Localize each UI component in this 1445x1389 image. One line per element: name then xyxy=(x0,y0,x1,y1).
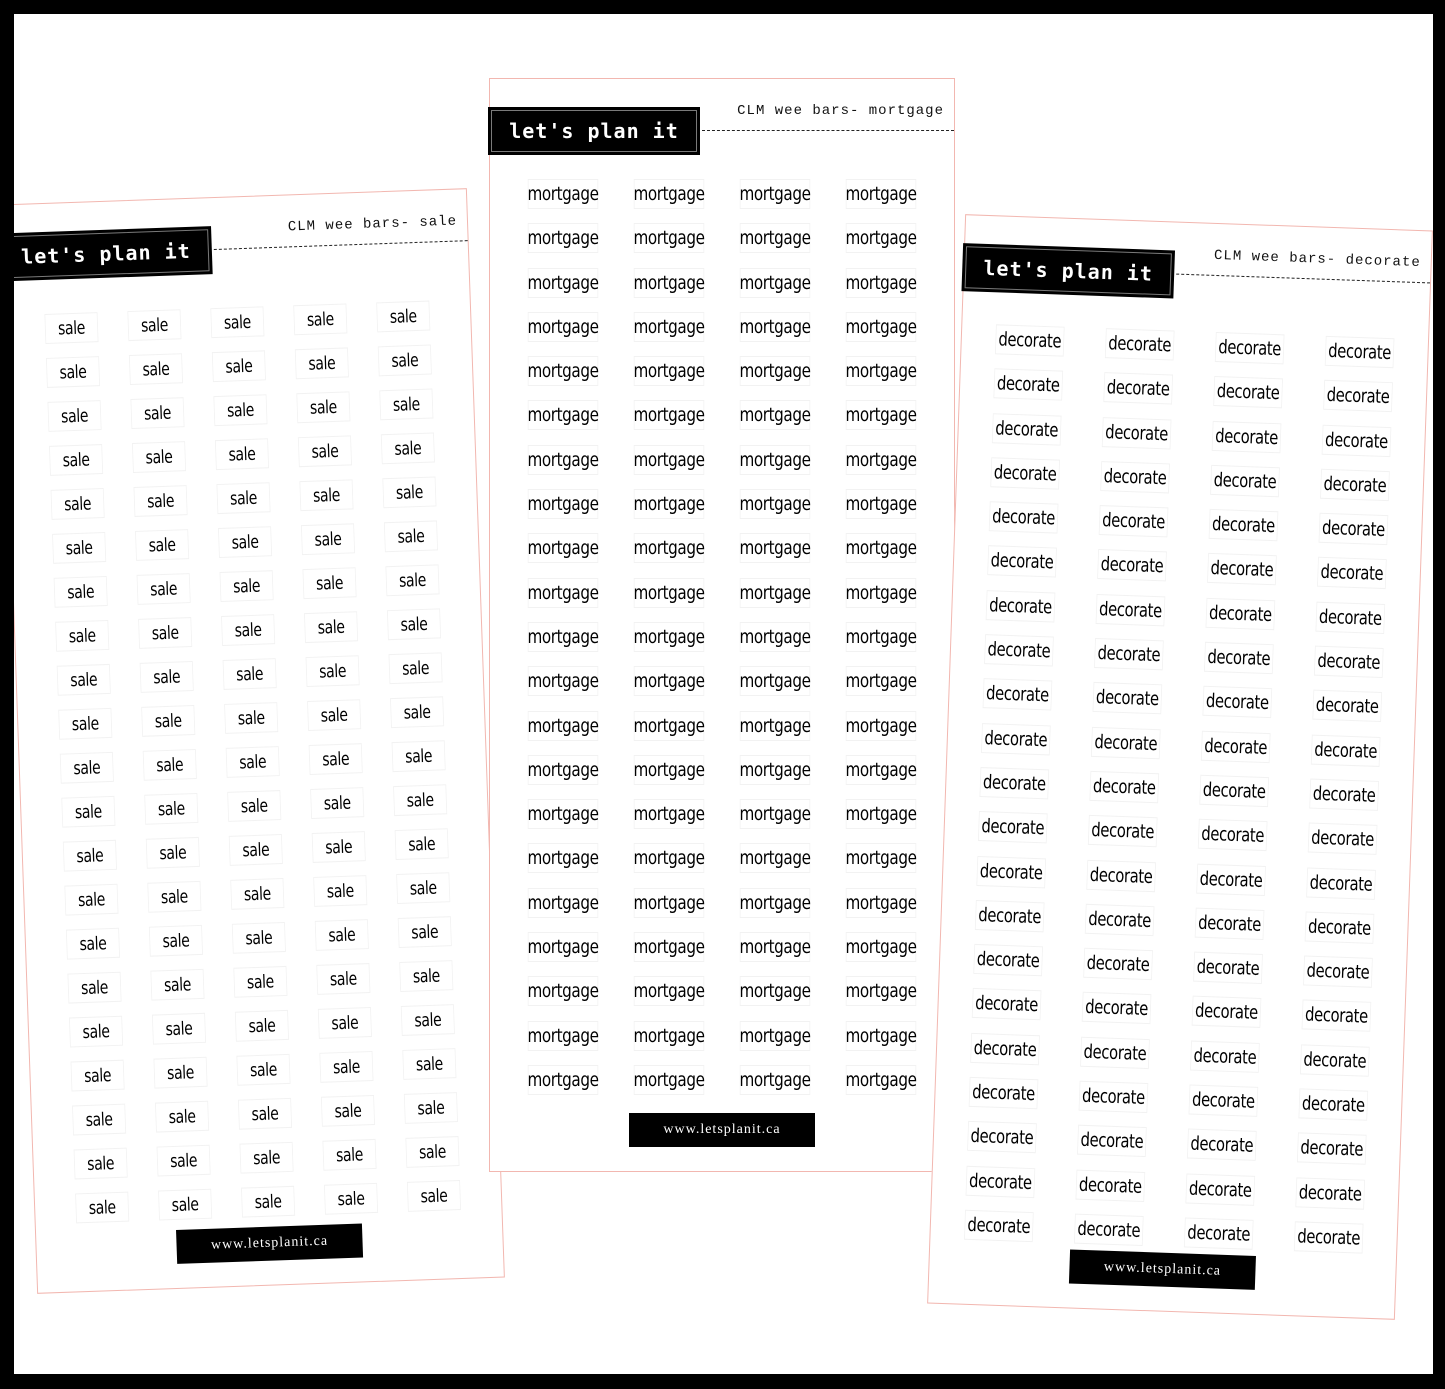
word-sticker: sale xyxy=(129,353,183,385)
brand-label-text: let's plan it xyxy=(491,110,697,152)
word-sticker: decorate xyxy=(1080,1036,1150,1068)
word-sticker: decorate xyxy=(986,590,1056,622)
word-sticker: sale xyxy=(61,796,115,828)
word-sticker: sale xyxy=(405,1136,459,1168)
word-sticker: decorate xyxy=(1091,727,1161,759)
word-sticker: sale xyxy=(144,793,198,825)
word-sticker: decorate xyxy=(1076,1169,1146,1201)
word-sticker: sale xyxy=(155,1101,209,1133)
word-sticker: mortgage xyxy=(528,976,598,1006)
word-sticker: mortgage xyxy=(846,711,916,741)
word-sticker: sale xyxy=(220,570,274,602)
word-sticker: mortgage xyxy=(846,223,916,253)
word-sticker: sale xyxy=(303,567,357,599)
word-sticker: sale xyxy=(224,702,278,734)
word-sticker: decorate xyxy=(1294,1221,1364,1253)
word-sticker: mortgage xyxy=(634,268,704,298)
word-sticker: sale xyxy=(152,1013,206,1045)
word-sticker: sale xyxy=(309,743,363,775)
word-sticker: mortgage xyxy=(634,622,704,652)
word-sticker: decorate xyxy=(1192,996,1262,1028)
word-sticker: sale xyxy=(321,1095,375,1127)
word-sticker: mortgage xyxy=(528,799,598,829)
word-sticker: decorate xyxy=(993,369,1063,401)
word-sticker: mortgage xyxy=(846,489,916,519)
word-sticker: sale xyxy=(141,705,195,737)
word-sticker: mortgage xyxy=(528,445,598,475)
word-sticker: mortgage xyxy=(740,312,810,342)
word-sticker: sale xyxy=(236,1054,290,1086)
word-sticker: sale xyxy=(379,388,433,420)
word-sticker: sale xyxy=(149,925,203,957)
word-sticker: mortgage xyxy=(846,843,916,873)
product-canvas xyxy=(14,14,1433,1374)
word-sticker: sale xyxy=(399,960,453,992)
word-sticker: decorate xyxy=(1295,1177,1365,1209)
word-sticker: sale xyxy=(134,485,188,517)
word-sticker: sale xyxy=(376,301,430,333)
word-sticker: mortgage xyxy=(528,489,598,519)
word-sticker: sale xyxy=(315,919,369,951)
word-sticker: sale xyxy=(312,831,366,863)
word-sticker: decorate xyxy=(1189,1085,1259,1117)
word-sticker: decorate xyxy=(1303,956,1373,988)
word-sticker: mortgage xyxy=(634,400,704,430)
brand-label xyxy=(961,243,1175,298)
brand-label-text: let's plan it xyxy=(14,229,210,278)
word-sticker: sale xyxy=(72,1104,126,1136)
dashed-divider xyxy=(214,240,468,250)
word-sticker: decorate xyxy=(1298,1088,1368,1120)
word-sticker: mortgage xyxy=(846,1021,916,1051)
word-sticker: sale xyxy=(384,520,438,552)
sheet-title: CLM wee bars- mortgage xyxy=(737,103,944,119)
word-sticker: mortgage xyxy=(740,932,810,962)
word-sticker: decorate xyxy=(1325,336,1395,368)
word-sticker: sale xyxy=(218,526,272,558)
word-sticker: mortgage xyxy=(528,578,598,608)
word-sticker: decorate xyxy=(1305,911,1375,943)
word-sticker: mortgage xyxy=(634,755,704,785)
word-sticker: decorate xyxy=(980,767,1050,799)
word-sticker: mortgage xyxy=(740,1065,810,1095)
word-sticker: decorate xyxy=(1088,815,1158,847)
word-sticker: decorate xyxy=(1086,859,1156,891)
word-sticker: sale xyxy=(135,529,189,561)
website-footer: www.letsplanit.ca xyxy=(629,1113,815,1147)
word-sticker: decorate xyxy=(972,988,1042,1020)
word-sticker: mortgage xyxy=(528,533,598,563)
word-sticker: decorate xyxy=(1089,771,1159,803)
word-sticker: sale xyxy=(215,438,269,470)
word-sticker: sale xyxy=(307,699,361,731)
word-sticker: decorate xyxy=(1312,690,1382,722)
word-sticker: mortgage xyxy=(846,533,916,563)
word-sticker: decorate xyxy=(1210,465,1280,497)
word-sticker: sale xyxy=(52,532,106,564)
word-sticker: sale xyxy=(140,661,194,693)
word-sticker: mortgage xyxy=(528,711,598,741)
word-sticker: sale xyxy=(229,834,283,866)
word-sticker: mortgage xyxy=(740,799,810,829)
word-sticker: sale xyxy=(240,1142,294,1174)
word-sticker: decorate xyxy=(1309,779,1379,811)
word-sticker: decorate xyxy=(1199,775,1269,807)
word-sticker: decorate xyxy=(1300,1044,1370,1076)
word-sticker: decorate xyxy=(1297,1133,1367,1165)
word-sticker: mortgage xyxy=(740,489,810,519)
word-sticker: sale xyxy=(51,488,105,520)
sticker-grid xyxy=(490,179,954,1095)
word-sticker: decorate xyxy=(1079,1081,1149,1113)
word-sticker: sale xyxy=(310,787,364,819)
word-sticker: mortgage xyxy=(528,356,598,386)
word-sticker: sale xyxy=(67,972,121,1004)
word-sticker: mortgage xyxy=(528,1065,598,1095)
sticker-grid xyxy=(930,323,1428,1255)
word-sticker: decorate xyxy=(1204,642,1274,674)
word-sticker: mortgage xyxy=(634,179,704,209)
word-sticker: sale xyxy=(393,784,447,816)
word-sticker: decorate xyxy=(1105,328,1175,360)
word-sticker: mortgage xyxy=(528,666,598,696)
word-sticker: sale xyxy=(69,1016,123,1048)
word-sticker: sale xyxy=(210,306,264,338)
word-sticker: sale xyxy=(216,482,270,514)
word-sticker: sale xyxy=(238,1098,292,1130)
word-sticker: mortgage xyxy=(528,843,598,873)
word-sticker: decorate xyxy=(995,324,1065,356)
word-sticker: mortgage xyxy=(740,223,810,253)
word-sticker: sale xyxy=(223,658,277,690)
word-sticker: sale xyxy=(57,664,111,696)
word-sticker: mortgage xyxy=(846,622,916,652)
word-sticker: decorate xyxy=(1320,469,1390,501)
word-sticker: sale xyxy=(306,655,360,687)
word-sticker: sale xyxy=(227,790,281,822)
word-sticker: mortgage xyxy=(634,888,704,918)
word-sticker: sale xyxy=(138,617,192,649)
word-sticker: sale xyxy=(60,752,114,784)
word-sticker: decorate xyxy=(1094,638,1164,670)
word-sticker: mortgage xyxy=(634,223,704,253)
word-sticker: decorate xyxy=(1311,734,1381,766)
word-sticker: decorate xyxy=(987,546,1057,578)
brand-label xyxy=(14,226,213,281)
word-sticker: mortgage xyxy=(634,1065,704,1095)
word-sticker: sale xyxy=(318,1007,372,1039)
word-sticker: mortgage xyxy=(634,932,704,962)
word-sticker: decorate xyxy=(1083,948,1153,980)
word-sticker: sale xyxy=(402,1048,456,1080)
word-sticker: sale xyxy=(319,1051,373,1083)
word-sticker: decorate xyxy=(1100,461,1170,493)
word-sticker: mortgage xyxy=(634,799,704,829)
word-sticker: mortgage xyxy=(634,711,704,741)
word-sticker: sale xyxy=(398,916,452,948)
word-sticker: decorate xyxy=(1215,332,1285,364)
word-sticker: mortgage xyxy=(846,179,916,209)
word-sticker: sale xyxy=(46,356,100,388)
word-sticker: mortgage xyxy=(634,356,704,386)
word-sticker: sale xyxy=(316,963,370,995)
word-sticker: mortgage xyxy=(846,400,916,430)
word-sticker: sale xyxy=(49,444,103,476)
word-sticker: decorate xyxy=(1302,1000,1372,1032)
word-sticker: sale xyxy=(66,928,120,960)
word-sticker: mortgage xyxy=(634,445,704,475)
word-sticker: sale xyxy=(150,969,204,1001)
word-sticker: decorate xyxy=(981,723,1051,755)
word-sticker: sale xyxy=(299,479,353,511)
word-sticker: decorate xyxy=(1306,867,1376,899)
word-sticker: decorate xyxy=(1103,372,1173,404)
word-sticker: sale xyxy=(295,347,349,379)
website-footer: www.letsplanit.ca xyxy=(176,1223,363,1263)
word-sticker: decorate xyxy=(975,900,1045,932)
word-sticker: sale xyxy=(54,576,108,608)
word-sticker: sale xyxy=(407,1180,461,1212)
word-sticker: mortgage xyxy=(846,799,916,829)
word-sticker: decorate xyxy=(1077,1125,1147,1157)
word-sticker: mortgage xyxy=(740,622,810,652)
word-sticker: decorate xyxy=(1093,682,1163,714)
word-sticker: sale xyxy=(63,840,117,872)
word-sticker: decorate xyxy=(1317,557,1387,589)
word-sticker: mortgage xyxy=(740,356,810,386)
word-sticker: sale xyxy=(395,828,449,860)
word-sticker: mortgage xyxy=(740,578,810,608)
word-sticker: decorate xyxy=(1212,421,1282,453)
word-sticker: decorate xyxy=(1193,952,1263,984)
word-sticker: mortgage xyxy=(846,356,916,386)
word-sticker: decorate xyxy=(1187,1129,1257,1161)
word-sticker: sale xyxy=(154,1057,208,1089)
word-sticker: mortgage xyxy=(634,533,704,563)
word-sticker: mortgage xyxy=(528,268,598,298)
word-sticker: mortgage xyxy=(846,888,916,918)
dashed-divider xyxy=(1176,274,1430,284)
word-sticker: sale xyxy=(392,740,446,772)
word-sticker: decorate xyxy=(992,413,1062,445)
word-sticker: mortgage xyxy=(634,578,704,608)
brand-label-text: let's plan it xyxy=(965,246,1172,295)
word-sticker: sale xyxy=(146,837,200,869)
website-footer: www.letsplanit.ca xyxy=(1069,1249,1256,1289)
word-sticker: sale xyxy=(396,872,450,904)
word-sticker: sale xyxy=(44,312,98,344)
word-sticker: decorate xyxy=(1198,819,1268,851)
word-sticker: sale xyxy=(212,350,266,382)
word-sticker: decorate xyxy=(1202,686,1272,718)
word-sticker: mortgage xyxy=(846,268,916,298)
sticker-grid xyxy=(14,299,501,1225)
word-sticker: sale xyxy=(304,611,358,643)
word-sticker: sale xyxy=(378,345,432,377)
word-sticker: mortgage xyxy=(740,179,810,209)
word-sticker: sale xyxy=(226,746,280,778)
word-sticker: decorate xyxy=(1206,598,1276,630)
word-sticker: sale xyxy=(132,441,186,473)
word-sticker: sale xyxy=(385,564,439,596)
word-sticker: mortgage xyxy=(846,932,916,962)
word-sticker: sale xyxy=(48,400,102,432)
word-sticker: decorate xyxy=(1082,992,1152,1024)
word-sticker: sale xyxy=(241,1186,295,1218)
word-sticker: mortgage xyxy=(846,312,916,342)
word-sticker: decorate xyxy=(1184,1217,1254,1249)
word-sticker: decorate xyxy=(1315,601,1385,633)
word-sticker: sale xyxy=(382,476,436,508)
word-sticker: sale xyxy=(130,397,184,429)
word-sticker: decorate xyxy=(973,944,1043,976)
word-sticker: decorate xyxy=(990,457,1060,489)
word-sticker: sale xyxy=(387,608,441,640)
word-sticker: mortgage xyxy=(740,445,810,475)
word-sticker: sale xyxy=(143,749,197,781)
word-sticker: sale xyxy=(221,614,275,646)
word-sticker: mortgage xyxy=(740,1021,810,1051)
word-sticker: decorate xyxy=(964,1210,1034,1242)
word-sticker: decorate xyxy=(966,1165,1036,1197)
word-sticker: sale xyxy=(298,435,352,467)
word-sticker: sale xyxy=(390,696,444,728)
word-sticker: decorate xyxy=(969,1077,1039,1109)
word-sticker: sale xyxy=(75,1192,129,1224)
word-sticker: sale xyxy=(233,966,287,998)
word-sticker: decorate xyxy=(984,634,1054,666)
sticker-sheet-decorate xyxy=(927,214,1433,1320)
word-sticker: mortgage xyxy=(634,666,704,696)
word-sticker: decorate xyxy=(976,856,1046,888)
word-sticker: sale xyxy=(235,1010,289,1042)
word-sticker: mortgage xyxy=(740,843,810,873)
word-sticker: mortgage xyxy=(846,666,916,696)
word-sticker: mortgage xyxy=(634,312,704,342)
word-sticker: decorate xyxy=(1314,646,1384,678)
word-sticker: mortgage xyxy=(528,179,598,209)
word-sticker: decorate xyxy=(1213,376,1283,408)
word-sticker: sale xyxy=(404,1092,458,1124)
word-sticker: mortgage xyxy=(528,312,598,342)
word-sticker: sale xyxy=(324,1183,378,1215)
sticker-sheet-mortgage xyxy=(489,78,955,1172)
word-sticker: sale xyxy=(293,303,347,335)
word-sticker: sale xyxy=(74,1148,128,1180)
word-sticker: sale xyxy=(213,394,267,426)
word-sticker: sale xyxy=(232,922,286,954)
word-sticker: decorate xyxy=(967,1121,1037,1153)
word-sticker: mortgage xyxy=(846,976,916,1006)
dashed-divider xyxy=(702,130,954,131)
word-sticker: sale xyxy=(381,432,435,464)
word-sticker: decorate xyxy=(1209,509,1279,541)
word-sticker: mortgage xyxy=(634,489,704,519)
word-sticker: decorate xyxy=(1323,380,1393,412)
word-sticker: mortgage xyxy=(634,1021,704,1051)
word-sticker: mortgage xyxy=(634,976,704,1006)
word-sticker: mortgage xyxy=(528,223,598,253)
brand-label xyxy=(488,107,700,155)
word-sticker: mortgage xyxy=(740,268,810,298)
word-sticker: decorate xyxy=(1185,1173,1255,1205)
word-sticker: sale xyxy=(230,878,284,910)
word-sticker: sale xyxy=(313,875,367,907)
word-sticker: decorate xyxy=(1074,1214,1144,1246)
word-sticker: decorate xyxy=(1195,907,1265,939)
word-sticker: decorate xyxy=(983,678,1053,710)
word-sticker: decorate xyxy=(978,811,1048,843)
word-sticker: decorate xyxy=(1085,904,1155,936)
word-sticker: decorate xyxy=(1096,594,1166,626)
word-sticker: sale xyxy=(401,1004,455,1036)
word-sticker: decorate xyxy=(1102,417,1172,449)
word-sticker: mortgage xyxy=(846,445,916,475)
word-sticker: sale xyxy=(157,1145,211,1177)
sheet-title: CLM wee bars- decorate xyxy=(1213,247,1422,272)
word-sticker: mortgage xyxy=(740,400,810,430)
word-sticker: decorate xyxy=(1099,505,1169,537)
word-sticker: decorate xyxy=(1319,513,1389,545)
word-sticker: decorate xyxy=(1201,730,1271,762)
word-sticker: decorate xyxy=(1196,863,1266,895)
word-sticker: sale xyxy=(147,881,201,913)
word-sticker: mortgage xyxy=(528,755,598,785)
word-sticker: sale xyxy=(389,652,443,684)
word-sticker: sale xyxy=(296,391,350,423)
word-sticker: sale xyxy=(127,309,181,341)
word-sticker: decorate xyxy=(1322,424,1392,456)
word-sticker: sale xyxy=(58,708,112,740)
word-sticker: mortgage xyxy=(740,711,810,741)
word-sticker: decorate xyxy=(1308,823,1378,855)
word-sticker: sale xyxy=(64,884,118,916)
word-sticker: mortgage xyxy=(846,578,916,608)
word-sticker: mortgage xyxy=(528,888,598,918)
word-sticker: mortgage xyxy=(846,1065,916,1095)
word-sticker: decorate xyxy=(989,501,1059,533)
word-sticker: decorate xyxy=(970,1033,1040,1065)
word-sticker: mortgage xyxy=(528,932,598,962)
word-sticker: mortgage xyxy=(740,533,810,563)
word-sticker: mortgage xyxy=(740,755,810,785)
word-sticker: mortgage xyxy=(846,755,916,785)
word-sticker: mortgage xyxy=(528,400,598,430)
word-sticker: sale xyxy=(55,620,109,652)
word-sticker: decorate xyxy=(1207,553,1277,585)
word-sticker: sale xyxy=(322,1139,376,1171)
word-sticker: decorate xyxy=(1097,549,1167,581)
word-sticker: sale xyxy=(301,523,355,555)
word-sticker: decorate xyxy=(1190,1040,1260,1072)
sticker-sheet-sale xyxy=(14,188,505,1294)
word-sticker: mortgage xyxy=(528,1021,598,1051)
word-sticker: sale xyxy=(137,573,191,605)
word-sticker: mortgage xyxy=(634,843,704,873)
word-sticker: mortgage xyxy=(740,976,810,1006)
sheet-title: CLM wee bars- sale xyxy=(287,213,458,236)
word-sticker: mortgage xyxy=(740,888,810,918)
word-sticker: sale xyxy=(71,1060,125,1092)
word-sticker: mortgage xyxy=(740,666,810,696)
word-sticker: sale xyxy=(158,1189,212,1221)
word-sticker: mortgage xyxy=(528,622,598,652)
